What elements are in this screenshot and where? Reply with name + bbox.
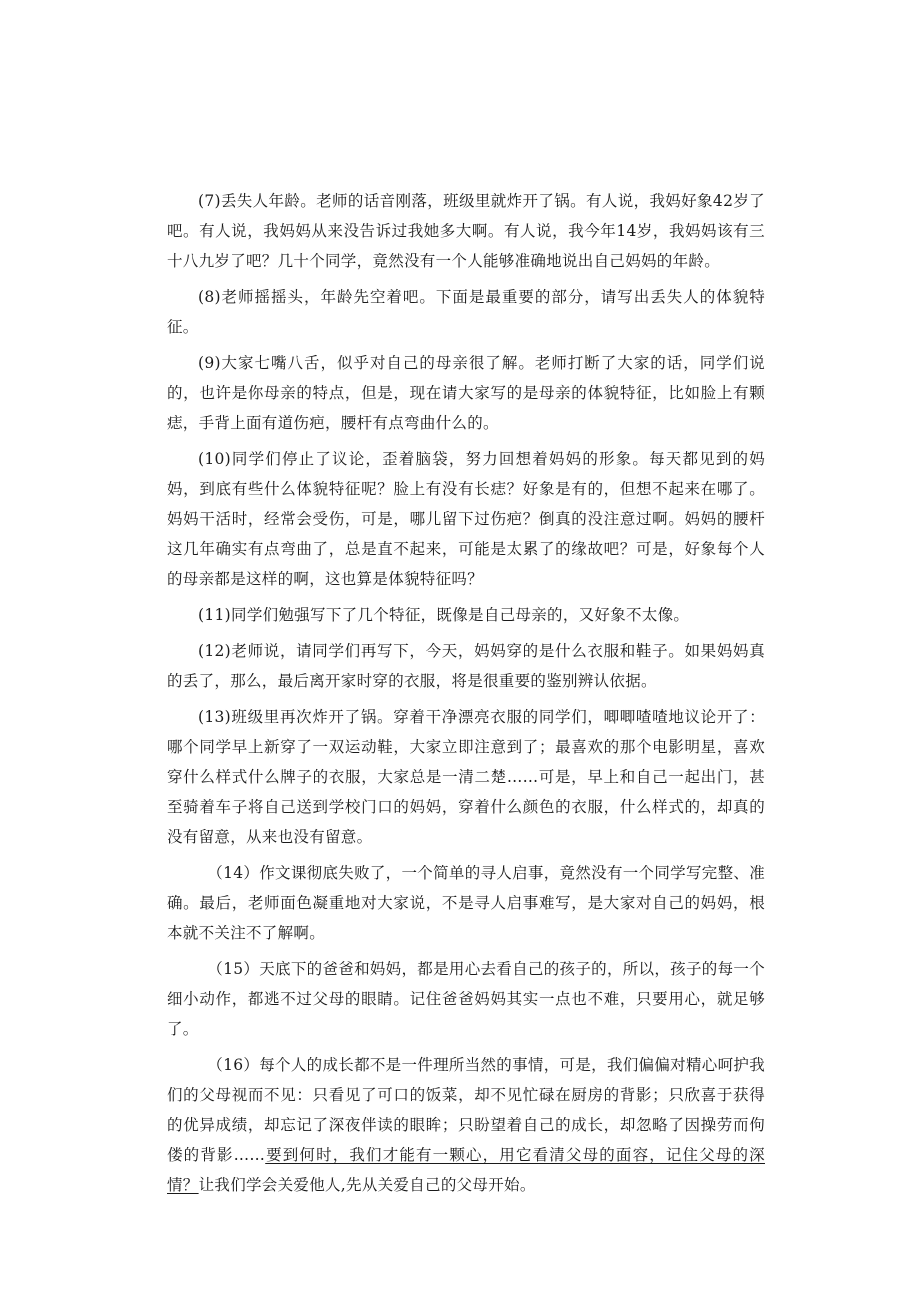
paragraph-10: (10)同学们停止了议论，歪着脑袋，努力回想着妈妈的形象。每天都见到的妈妈，到底有些什么体貌特征呢？脸上有没有长痣？好象是有的，但想不起来在哪了。妈妈干活时，经常会受伤，可是，哪儿留下过伤疤？倒真的没注意过啊。妈妈的腰杆这几年确实有点弯曲了，总是直不起来，可能是太累了的缘故吧？可是，好象每个人的母亲都是这样的啊，这也算是体貌特征吗？	[167, 450, 765, 588]
paragraph-8: (8)老师摇摇头，年龄先空着吧。下面是最重要的部分，请写出丢失人的体貌特征。	[167, 288, 765, 336]
paragraph-16-underlined-question: 要到何时，我们才能有一颗心，用它看清父母的面容，记住父母的深情？	[167, 1146, 765, 1194]
paragraph-16-text-before: （16）每个人的成长都不是一件理所当然的事情，可是，我们偏偏对精心呵护我们的父母视而不见：只看见了可口的饭菜，却不见忙碌在厨房的背影；只欣喜于获得的优异成绩，却忘记了深夜伴读的眼眸；只盼望着自己的成长，却忽略了因操劳而佝偻的背影……	[167, 1056, 765, 1164]
paragraph-11: (11)同学们勉强写下了几个特征，既像是自己母亲的，又好象不太像。	[198, 606, 690, 624]
paragraph-16-text-after: 让我们学会关爱他人,先从关爱自己的父母开始。	[198, 1176, 536, 1194]
paragraph-15: （15）天底下的爸爸和妈妈，都是用心去看自己的孩子的，所以，孩子的每一个细小动作，都逃不过父母的眼睛。记住爸爸妈妈其实一点也不难，只要用心，就足够了。	[167, 960, 765, 1038]
paragraph-7: (7)丢失人年龄。老师的话音刚落，班级里就炸开了锅。有人说，我妈好象42岁了吧。有人说，我妈妈从来没告诉过我她多大啊。有人说，我今年14岁，我妈妈该有三十八九岁了吧？几十个同学，竟然没有一个人能够准确地说出自己妈妈的年龄。	[167, 192, 765, 270]
document-page	[167, 186, 765, 1206]
paragraph-9: (9)大家七嘴八舌，似乎对自己的母亲很了解。老师打断了大家的话，同学们说的，也许是你母亲的特点，但是，现在请大家写的是母亲的体貌特征，比如脸上有颗痣，手背上面有道伤疤，腰杆有点弯曲什么的。	[167, 354, 765, 432]
paragraph-12: (12)老师说，请同学们再写下，今天，妈妈穿的是什么衣服和鞋子。如果妈妈真的丢了，那么，最后离开家时穿的衣服，将是很重要的鉴别辨认依据。	[167, 642, 765, 690]
paragraph-13: (13)班级里再次炸开了锅。穿着干净漂亮衣服的同学们，唧唧喳喳地议论开了：哪个同学早上新穿了一双运动鞋，大家立即注意到了；最喜欢的那个电影明星，喜欢穿什么样式什么牌子的衣服，大家总是一清二楚……可是，早上和自己一起出门，甚至骑着车子将自己送到学校门口的妈妈，穿着什么颜色的衣服，什么样式的，却真的没有留意，从来也没有留意。	[167, 708, 765, 846]
paragraph-16	[167, 1050, 765, 1200]
paragraph-14: （14）作文课彻底失败了，一个简单的寻人启事，竟然没有一个同学写完整、准确。最后，老师面色凝重地对大家说，不是寻人启事难写，是大家对自己的妈妈，根本就不关注不了解啊。	[167, 864, 765, 942]
